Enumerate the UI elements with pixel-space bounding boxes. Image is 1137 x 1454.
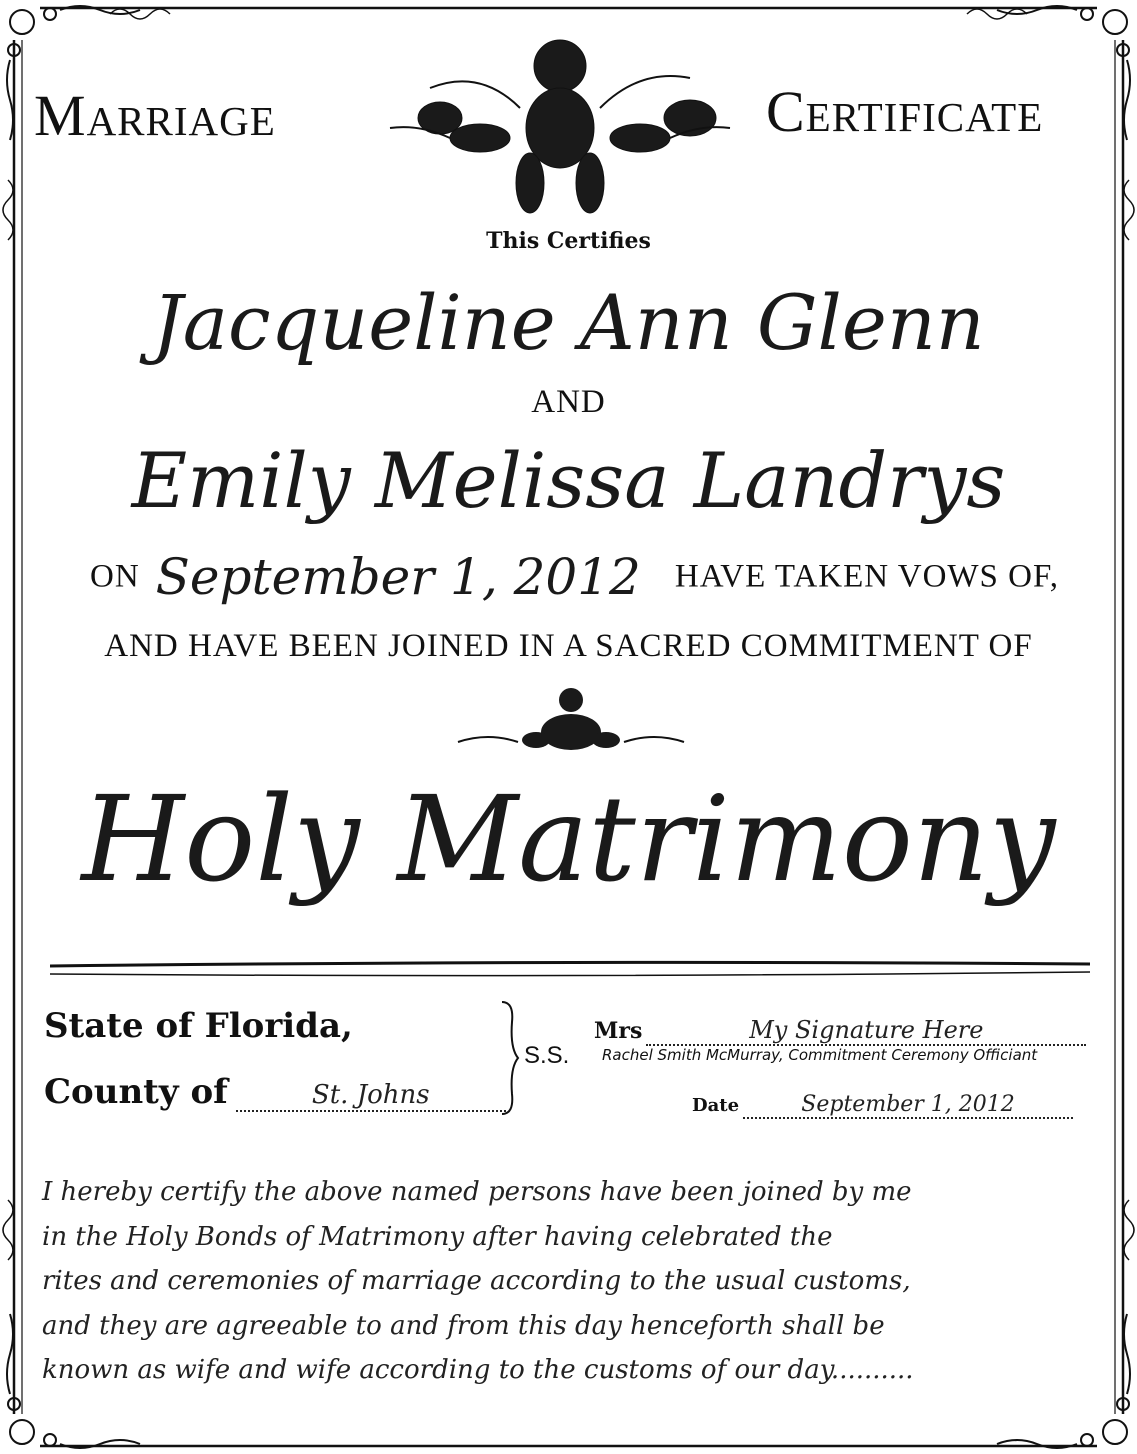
county-value: St. Johns xyxy=(236,1080,506,1112)
officiant-line xyxy=(594,1016,1086,1046)
joined-text: AND HAVE BEEN JOINED IN A SACRED COMMITMENT OF xyxy=(104,628,1033,664)
cherub-illustration xyxy=(370,18,750,218)
ss-label: S.S. xyxy=(524,1042,570,1069)
date-line xyxy=(90,548,1070,628)
brace-icon xyxy=(496,1000,520,1116)
date-label: Date xyxy=(692,1095,740,1116)
partner-two-name: Emily Melissa Landrys xyxy=(131,436,1006,525)
on-text: ON xyxy=(90,558,140,595)
officiant-date: September 1, 2012 xyxy=(743,1092,1073,1119)
statement-line: I hereby certify the above named persons have been joined by me xyxy=(42,1177,912,1207)
partner-one-name: Jacqueline Ann Glenn xyxy=(152,278,985,367)
this-certifies: This Certifies xyxy=(486,228,651,254)
certification-statement xyxy=(42,1170,1102,1393)
title-certificate: Certificate xyxy=(766,79,1044,144)
officiant-date-line xyxy=(692,1092,1073,1119)
title-marriage: Marriage xyxy=(34,83,276,148)
statement-line: rites and ceremonies of marriage according to the usual customs, xyxy=(42,1266,911,1296)
statement-line: known as wife and wife according to the customs of our day.......... xyxy=(42,1355,914,1385)
holy-matrimony: Holy Matrimony xyxy=(81,770,1056,908)
and-text: AND xyxy=(531,384,606,420)
statement-line: in the Holy Bonds of Matrimony after having celebrated the xyxy=(42,1221,833,1252)
mrs-label: Mrs xyxy=(594,1018,643,1044)
county-label: County of xyxy=(44,1072,228,1112)
county-line xyxy=(44,1072,506,1112)
statement-line: and they are agreeable to and from this day henceforth shall be xyxy=(42,1310,885,1341)
officiant-caption: Rachel Smith McMurray, Commitment Ceremony Officiant xyxy=(602,1046,1038,1064)
vows-text: HAVE TAKEN VOWS OF, xyxy=(674,558,1059,595)
ceremony-date: September 1, 2012 xyxy=(155,548,641,606)
divider-rule xyxy=(50,958,1090,982)
officiant-signature: My Signature Here xyxy=(646,1016,1086,1046)
state-label: State of Florida, xyxy=(44,1006,353,1046)
small-cherub-ornament xyxy=(456,682,686,772)
